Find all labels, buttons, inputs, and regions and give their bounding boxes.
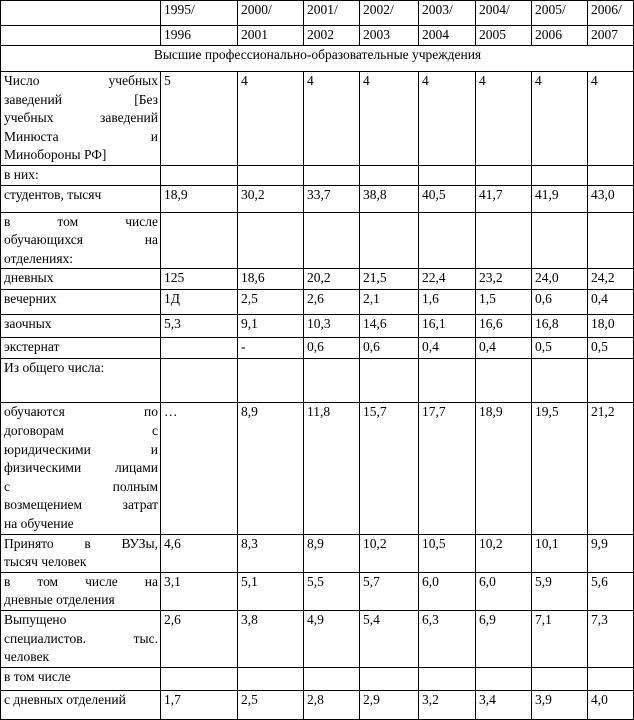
row-label-line: дневные отделения [4, 592, 115, 608]
value-cell: 3,8 [238, 610, 304, 667]
value-cell: 10,3 [304, 315, 360, 338]
value-cell [360, 166, 419, 186]
row-label-line: возмещением затрат [4, 497, 158, 513]
value-cell [161, 212, 238, 269]
row-label-line: студентов, тысяч [4, 186, 102, 202]
row-label-line: с полным [4, 478, 158, 494]
value-cell: 18,9 [476, 403, 532, 534]
value-cell [532, 166, 588, 186]
value-cell: 2,8 [304, 690, 360, 719]
row-label-line: Число учебных [4, 73, 158, 88]
value-cell [238, 667, 304, 690]
value-cell: 0,4 [476, 338, 532, 359]
value-cell: 18,0 [588, 315, 634, 338]
value-cell: 6,0 [476, 572, 532, 610]
value-cell: 8,9 [304, 534, 360, 572]
table-row [1, 338, 634, 359]
value-cell: 4 [532, 72, 588, 166]
header-row-bottom [1, 26, 634, 46]
value-cell: 43,0 [588, 185, 634, 212]
table-row [1, 72, 634, 166]
value-cell: 9,1 [238, 315, 304, 338]
value-cell: 15,7 [360, 403, 419, 534]
value-cell: 21,2 [588, 403, 634, 534]
header-year-top: 1995/ [161, 1, 238, 26]
row-label-line: заведений [Без [4, 91, 158, 107]
section-title-row [1, 46, 634, 72]
header-corner-cell [1, 1, 161, 26]
value-cell [588, 359, 634, 403]
value-cell: 4 [304, 72, 360, 166]
value-cell [419, 359, 476, 403]
value-cell: … [161, 403, 238, 534]
row-label-line: Из общего числа: [4, 360, 105, 376]
value-cell: 9,9 [588, 534, 634, 572]
header-year-bottom: 2003 [360, 26, 419, 46]
value-cell [304, 667, 360, 690]
row-label-line: Выпущено [4, 611, 67, 627]
header-year-bottom: 2001 [238, 26, 304, 46]
value-cell [161, 667, 238, 690]
value-cell: 1,6 [419, 290, 476, 315]
table-row [1, 166, 634, 186]
value-cell: 16,1 [419, 315, 476, 338]
header-corner-cell [1, 26, 161, 46]
value-cell: 3,2 [419, 690, 476, 719]
row-label-line: отделениях: [4, 250, 74, 266]
header-year-bottom: 2006 [532, 26, 588, 46]
header-row-top [1, 1, 634, 26]
value-cell [161, 338, 238, 359]
table-row [1, 185, 634, 212]
value-cell: 2,5 [238, 290, 304, 315]
table-row [1, 315, 634, 338]
value-cell [419, 667, 476, 690]
value-cell: 16,6 [476, 315, 532, 338]
value-cell: 2,9 [360, 690, 419, 719]
value-cell [588, 667, 634, 690]
value-cell: 3,1 [161, 572, 238, 610]
value-cell: 0,6 [532, 290, 588, 315]
value-cell: 2,6 [161, 610, 238, 667]
table-row [1, 403, 634, 534]
value-cell: 16,8 [532, 315, 588, 338]
value-cell: 1Д [161, 290, 238, 315]
value-cell: - [238, 338, 304, 359]
value-cell: 40,5 [419, 185, 476, 212]
section-title: Высшие профессионально-образовательные учреждения [1, 46, 634, 72]
value-cell: 2,1 [360, 290, 419, 315]
value-cell [360, 667, 419, 690]
value-cell: 10,5 [419, 534, 476, 572]
value-cell: 14,6 [360, 315, 419, 338]
value-cell: 5,3 [161, 315, 238, 338]
value-cell: 2,5 [238, 690, 304, 719]
row-label [1, 610, 161, 667]
value-cell [304, 166, 360, 186]
value-cell: 4,0 [588, 690, 634, 719]
value-cell: 5,7 [360, 572, 419, 610]
value-cell [161, 359, 238, 403]
row-label-line: тысяч человек [4, 554, 87, 570]
value-cell: 0,5 [588, 338, 634, 359]
value-cell: 4 [588, 72, 634, 166]
value-cell: 5,1 [238, 572, 304, 610]
row-label [1, 185, 161, 212]
row-label [1, 667, 161, 690]
value-cell: 10,1 [532, 534, 588, 572]
value-cell [360, 359, 419, 403]
header-year-top: 2004/ [476, 1, 532, 26]
row-label-line: на обучение [4, 515, 74, 531]
value-cell: 30,2 [238, 185, 304, 212]
value-cell: 4 [476, 72, 532, 166]
value-cell [238, 212, 304, 269]
value-cell: 2,6 [304, 290, 360, 315]
value-cell: 0,4 [588, 290, 634, 315]
value-cell [532, 667, 588, 690]
value-cell: 6,0 [419, 572, 476, 610]
value-cell [419, 166, 476, 186]
value-cell: 4,9 [304, 610, 360, 667]
row-label-line: в том числе [4, 668, 71, 684]
row-label [1, 290, 161, 315]
row-label [1, 534, 161, 572]
value-cell [476, 359, 532, 403]
table-row [1, 212, 634, 269]
value-cell [476, 212, 532, 269]
value-cell: 4 [238, 72, 304, 166]
table-row [1, 534, 634, 572]
value-cell: 7,1 [532, 610, 588, 667]
row-label [1, 572, 161, 610]
value-cell [532, 359, 588, 403]
value-cell [532, 212, 588, 269]
value-cell: 0,5 [532, 338, 588, 359]
value-cell: 5,5 [304, 572, 360, 610]
value-cell: 19,5 [532, 403, 588, 534]
row-label-line: в том числе [4, 213, 158, 229]
header-year-bottom: 2007 [588, 26, 634, 46]
value-cell: 3,4 [476, 690, 532, 719]
table-row [1, 610, 634, 667]
header-year-top: 2000/ [238, 1, 304, 26]
row-label-line: вечерних [4, 291, 57, 307]
row-label [1, 166, 161, 186]
row-label [1, 269, 161, 290]
row-label-line: в том числе на [4, 573, 158, 589]
value-cell: 0,6 [304, 338, 360, 359]
header-year-bottom: 2004 [419, 26, 476, 46]
value-cell: 0,6 [360, 338, 419, 359]
table-row [1, 667, 634, 690]
row-label-line: человек [4, 649, 50, 665]
value-cell: 1,7 [161, 690, 238, 719]
value-cell [360, 212, 419, 269]
value-cell: 24,0 [532, 269, 588, 290]
value-cell: 38,8 [360, 185, 419, 212]
row-label-line: обучаются по [4, 404, 158, 420]
row-label-line: заочных [4, 316, 52, 332]
value-cell [476, 667, 532, 690]
value-cell: 7,3 [588, 610, 634, 667]
row-label-line: экстернат [4, 339, 60, 355]
header-year-bottom: 1996 [161, 26, 238, 46]
value-cell: 5 [161, 72, 238, 166]
value-cell: 6,3 [419, 610, 476, 667]
row-label-line: с дневных отделений [4, 691, 126, 707]
header-year-bottom: 2005 [476, 26, 532, 46]
value-cell: 1,5 [476, 290, 532, 315]
row-label-line: обучающихся на [4, 232, 158, 248]
row-label [1, 359, 161, 403]
value-cell: 21,5 [360, 269, 419, 290]
value-cell: 6,9 [476, 610, 532, 667]
table-row [1, 572, 634, 610]
value-cell: 4,6 [161, 534, 238, 572]
header-year-top: 2006/ [588, 1, 634, 26]
value-cell: 11,8 [304, 403, 360, 534]
value-cell [304, 359, 360, 403]
row-label-line: специалистов. тыс. [4, 630, 158, 646]
table-row [1, 269, 634, 290]
header-year-top: 2005/ [532, 1, 588, 26]
value-cell: 4 [419, 72, 476, 166]
value-cell [161, 166, 238, 186]
row-label-line: Принято в ВУЗы, [4, 535, 158, 551]
value-cell: 8,9 [238, 403, 304, 534]
value-cell: 24,2 [588, 269, 634, 290]
value-cell: 5,6 [588, 572, 634, 610]
header-year-top: 2002/ [360, 1, 419, 26]
table-row [1, 690, 634, 719]
value-cell [476, 166, 532, 186]
row-label [1, 72, 161, 166]
value-cell [588, 212, 634, 269]
value-cell: 18,9 [161, 185, 238, 212]
value-cell [419, 212, 476, 269]
value-cell: 20,2 [304, 269, 360, 290]
value-cell: 4 [360, 72, 419, 166]
value-cell: 22,4 [419, 269, 476, 290]
value-cell [238, 359, 304, 403]
row-label [1, 212, 161, 269]
value-cell: 10,2 [360, 534, 419, 572]
row-label-line: договорам с [4, 422, 158, 438]
header-year-top: 2003/ [419, 1, 476, 26]
table-row [1, 359, 634, 403]
row-label-line: Минюста и [4, 128, 158, 144]
value-cell: 3,9 [532, 690, 588, 719]
row-label-line: учебных заведений [4, 110, 158, 126]
header-year-top: 2001/ [304, 1, 360, 26]
value-cell: 8,3 [238, 534, 304, 572]
value-cell: 5,4 [360, 610, 419, 667]
table-row [1, 290, 634, 315]
value-cell: 18,6 [238, 269, 304, 290]
value-cell: 5,9 [532, 572, 588, 610]
row-label-line: физическими лицами [4, 460, 158, 476]
row-label-line: дневных [4, 270, 54, 286]
value-cell [304, 212, 360, 269]
row-label [1, 338, 161, 359]
value-cell: 0,4 [419, 338, 476, 359]
value-cell: 41,7 [476, 185, 532, 212]
value-cell: 10,2 [476, 534, 532, 572]
row-label [1, 690, 161, 719]
value-cell: 17,7 [419, 403, 476, 534]
row-label-line: юридическими и [4, 441, 158, 457]
value-cell: 33,7 [304, 185, 360, 212]
row-label [1, 403, 161, 534]
value-cell [238, 166, 304, 186]
value-cell: 41,9 [532, 185, 588, 212]
value-cell: 23,2 [476, 269, 532, 290]
value-cell: 125 [161, 269, 238, 290]
value-cell [588, 166, 634, 186]
row-label-line: Минобороны РФ] [4, 147, 107, 163]
header-year-bottom: 2002 [304, 26, 360, 46]
row-label-line: в них: [4, 167, 39, 182]
row-label [1, 315, 161, 338]
